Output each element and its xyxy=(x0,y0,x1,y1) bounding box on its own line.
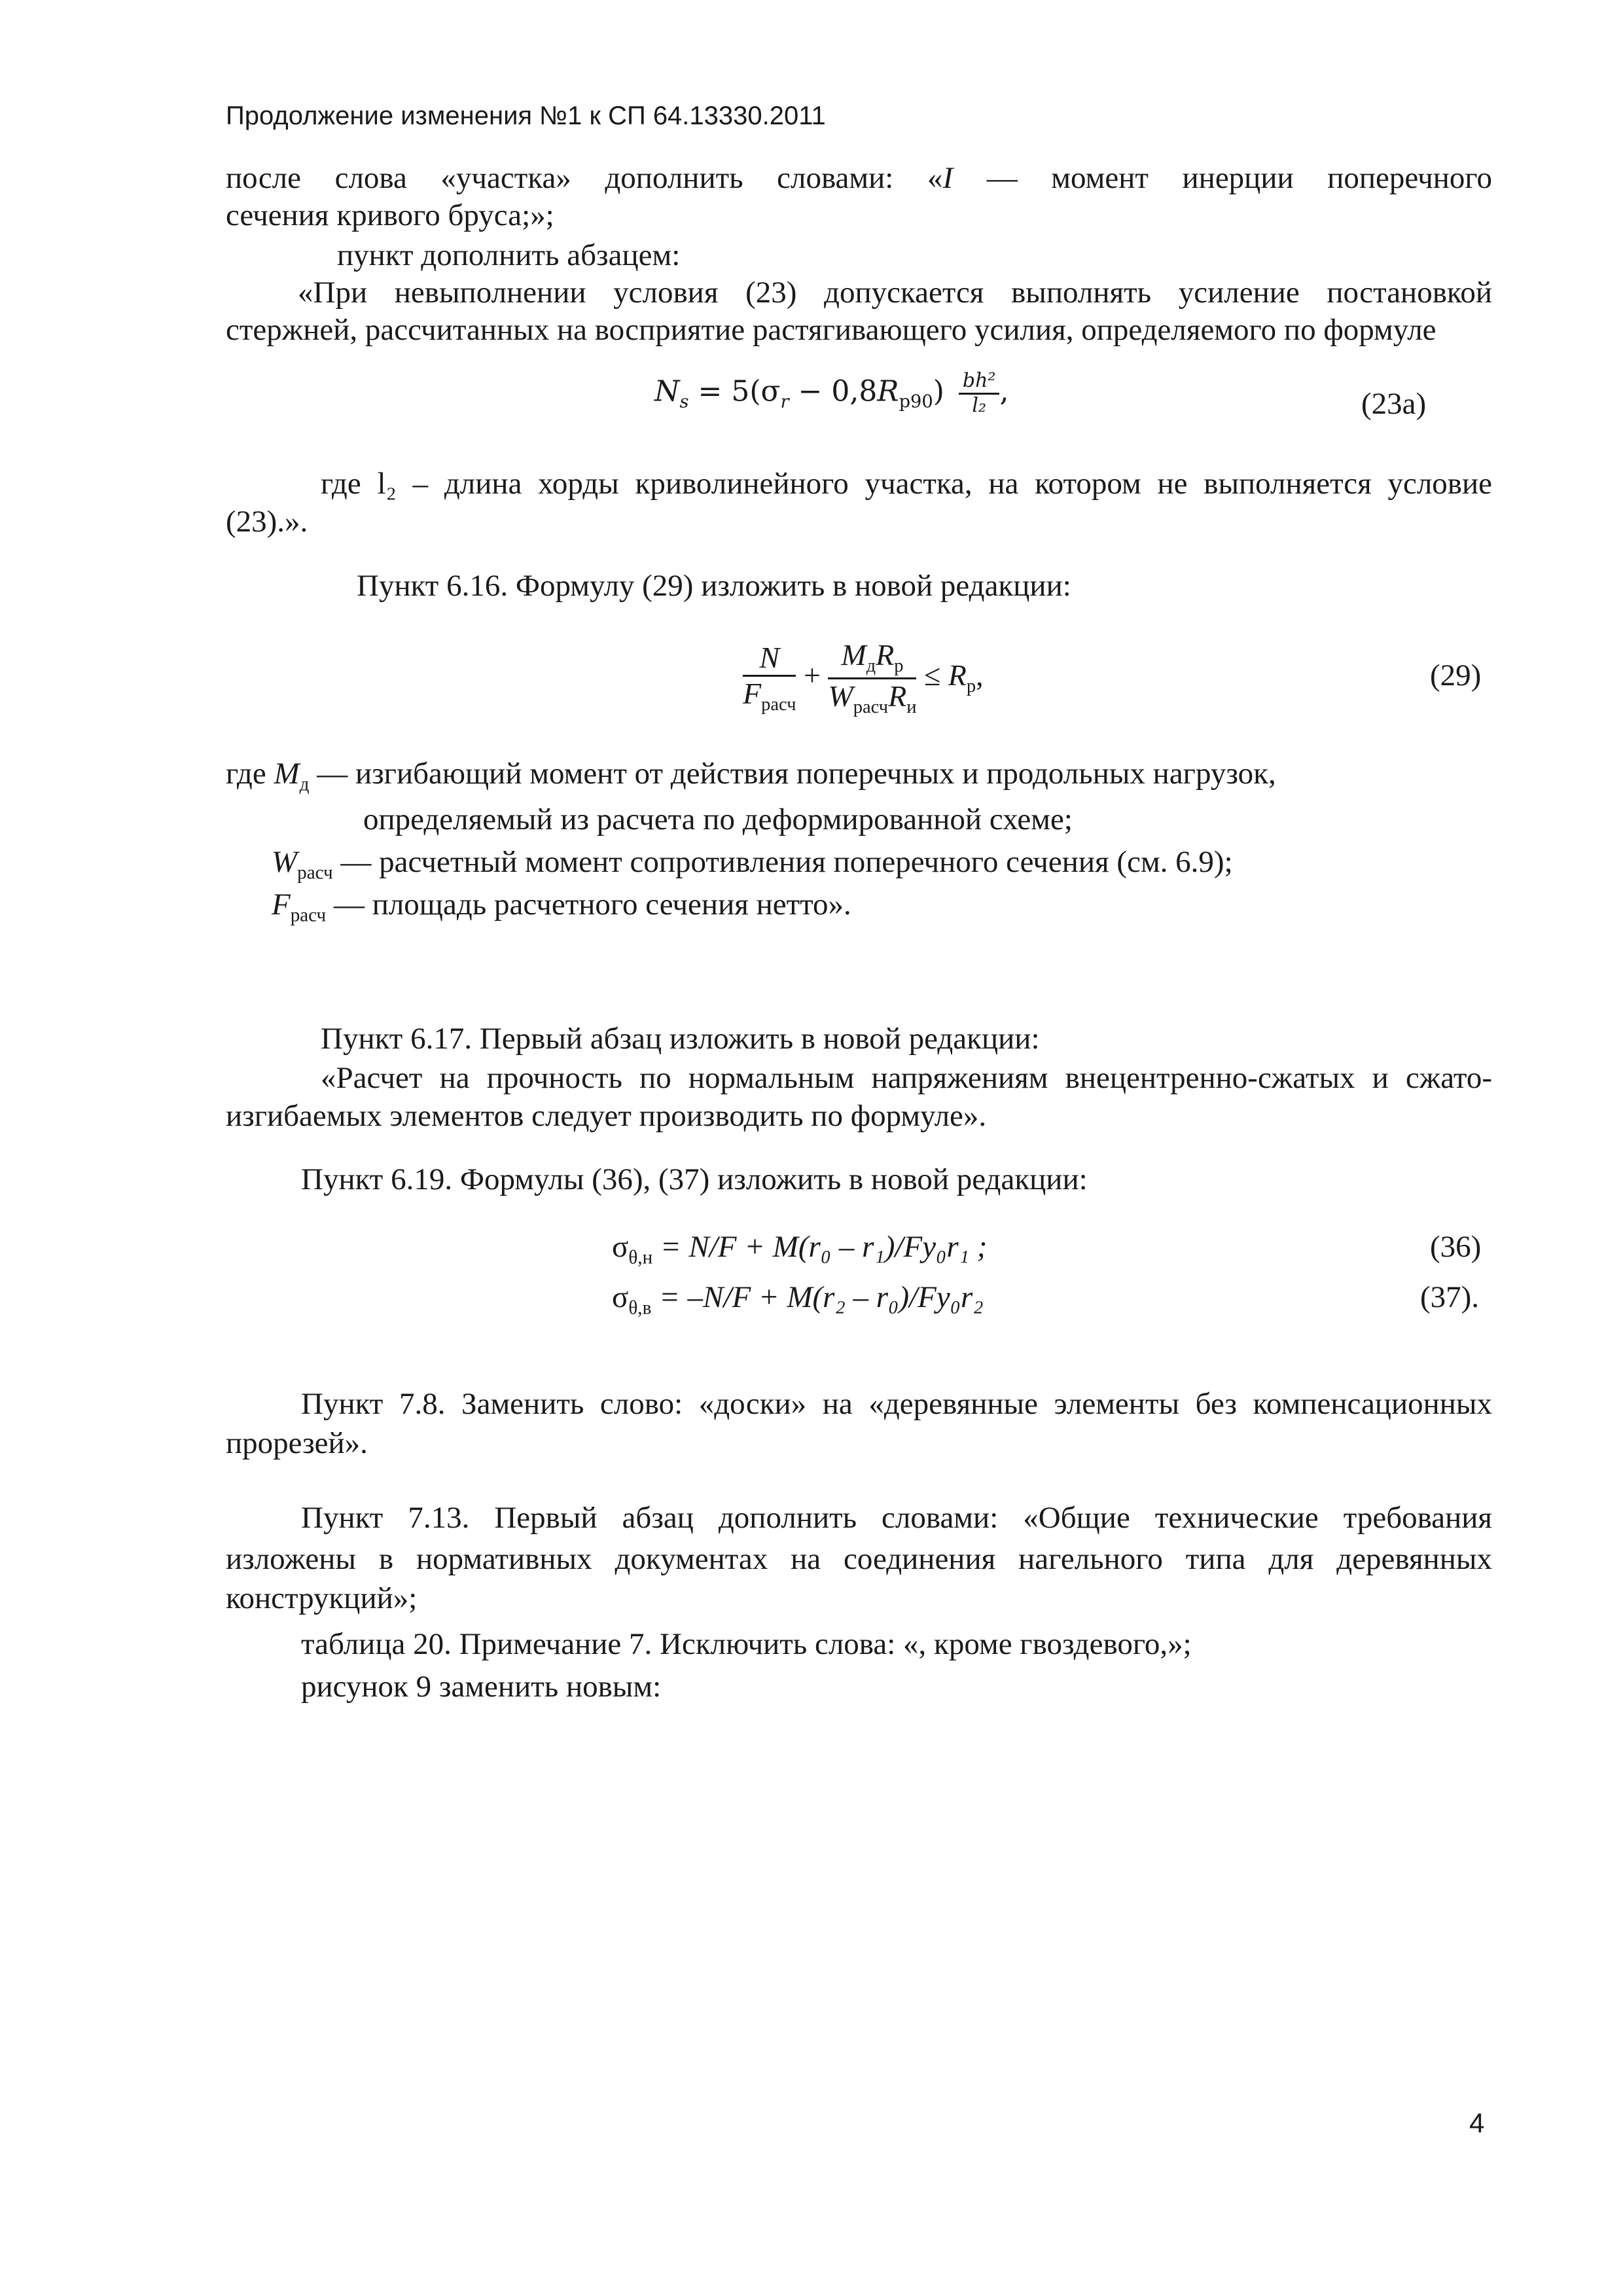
section-heading: Пункт 6.16. Формулу (29) изложить в новой редакции: xyxy=(357,569,1071,603)
para-line: пункт дополнить абзацем: xyxy=(337,238,681,272)
section-heading: Пункт 6.17. Первый абзац изложить в новой редакции: xyxy=(321,1022,1040,1056)
para-line: сечения кривого бруса;»; xyxy=(226,198,554,232)
para-line: «Расчет на прочность по нормальным напряжениям внецентренно-сжатых и сжато- xyxy=(321,1061,1492,1095)
definition-line: $W_{расч}$ — расчетный момент сопротивления поперечного сечения (см. 6.9); xyxy=(272,845,1233,884)
equation-number: (36) xyxy=(1430,1230,1482,1264)
section-heading: Пункт 7.8. Заменить слово: «доски» на «деревянные элементы без компенсационных xyxy=(301,1387,1492,1421)
equation-number: (37). xyxy=(1420,1280,1480,1314)
equation-29: $\frac{N}{F_{расч}}$ + $\frac{M_дR_р}{W_{расч}R_и}$ ≤ $R_р$, xyxy=(743,638,984,718)
definition-line: $F_{расч}$ — площадь расчетного сечения нетто». xyxy=(272,888,851,926)
para-line: конструкций»; xyxy=(226,1581,418,1615)
para-line: после слова «участка» дополнить словами: «I — момент инерции поперечного xyxy=(226,161,1492,195)
definition-line: определяемый из расчета по деформированной схеме; xyxy=(363,802,1073,836)
equation-number: (29) xyxy=(1430,658,1482,692)
section-heading: Пункт 7.13. Первый абзац дополнить словами: «Общие технические требования xyxy=(301,1501,1492,1535)
para-line: (23).». xyxy=(226,505,308,539)
para-line: рисунок 9 заменить новым: xyxy=(301,1670,662,1704)
para-line: изложены в нормативных документах на соединения нагельного типа для деревянных xyxy=(226,1542,1492,1576)
para-line: прорезей». xyxy=(226,1426,368,1460)
para-line: таблица 20. Примечание 7. Исключить слова: «, кроме гвоздевого,»; xyxy=(301,1627,1192,1661)
para-line: где l₂ – длина хорды криволинейного участка, на котором не выполняется условие xyxy=(321,467,1492,501)
equation-number: (23a) xyxy=(1361,387,1427,421)
equation-37: $\sigma_{\theta,в} = -N/F + M(r_2 - r_0)/Fy_0r_2$ xyxy=(612,1280,984,1319)
equation-23a: $N_s = 5(\sigma_r - 0,8R_{p90})$ $\frac{\text{bh²}}{\text{l₂}}$ , xyxy=(654,369,1009,417)
equation-36: $\sigma_{\theta,н} = N/F + M(r_0 - r_1)/Fy_0r_1$ ; xyxy=(612,1230,988,1268)
para-line: стержней, рассчитанных на восприятие растягивающего усилия, определяемого по формуле xyxy=(226,313,1436,347)
definition-line: где $M_д$ — изгибающий момент от действия поперечных и продольных нагрузок, xyxy=(226,757,1276,795)
section-heading: Пункт 6.19. Формулы (36), (37) изложить в новой редакции: xyxy=(301,1162,1088,1196)
page-number: 4 xyxy=(1469,2108,1485,2138)
para-line: «При невыполнении условия (23) допускается выполнять усиление постановкой xyxy=(298,276,1492,310)
document-header: Продолжение изменения №1 к СП 64.13330.2011 xyxy=(226,101,826,130)
para-line: изгибаемых элементов следует производить по формуле». xyxy=(226,1099,987,1133)
